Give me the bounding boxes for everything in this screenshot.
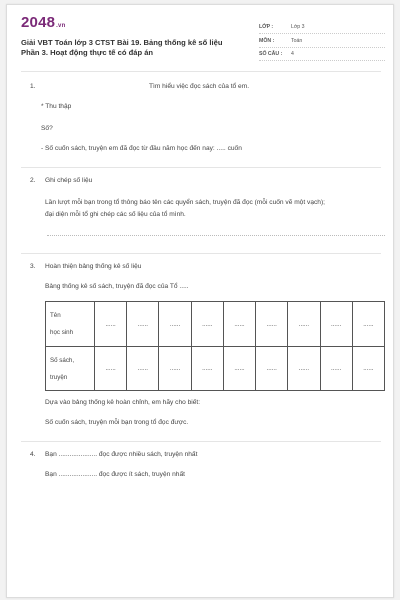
divider <box>21 71 381 72</box>
table-cell[interactable]: ...... <box>127 302 159 347</box>
question-3-text: Hoàn thiện bảng thống kê số liệu <box>45 263 142 270</box>
table-cell[interactable]: ...... <box>223 302 255 347</box>
page-title: Giải VBT Toán lớp 3 CTST Bài 19. Bảng thống kê số liệu <box>21 38 223 47</box>
table-row <box>46 347 385 391</box>
table-cell[interactable]: ...... <box>191 347 223 391</box>
table-cell[interactable]: ...... <box>352 347 384 391</box>
table-caption: Bảng thống kê số sách, truyện đã đọc của Tổ ..... <box>45 283 189 290</box>
question-3-number: 3. <box>30 263 36 270</box>
question-2-line1: Lần lượt mỗi bạn trong tổ thông báo tên các quyển sách, truyện đã đọc (mỗi cuốn vẽ một vạch); <box>45 199 325 206</box>
table-cell[interactable]: ...... <box>159 302 191 347</box>
divider <box>21 441 381 442</box>
meta-subject: MÔN : Toán <box>259 35 385 48</box>
table-cell[interactable]: ...... <box>352 302 384 347</box>
meta-question-count: SỐ CÂU : 4 <box>259 48 385 61</box>
table-cell[interactable]: ...... <box>256 302 288 347</box>
row-header-name: Tên học sinh <box>46 302 95 347</box>
table-cell[interactable]: ...... <box>288 302 320 347</box>
table-cell[interactable]: ...... <box>95 347 127 391</box>
table-cell[interactable]: ...... <box>288 347 320 391</box>
table-cell[interactable]: ...... <box>320 347 352 391</box>
question-1-text: Tìm hiểu việc đọc sách của tổ em. <box>149 83 250 90</box>
table-cell[interactable]: ...... <box>127 347 159 391</box>
site-logo[interactable]: 2048.vn <box>21 14 66 31</box>
fill-in-books-count: - Số cuốn sách, truyện em đã đọc từ đầu năm học đến nay: ..... cuốn <box>41 145 242 152</box>
question-4-number: 4. <box>30 451 36 458</box>
answer-line <box>47 235 385 236</box>
question-4-line1: Bạn ..................... đọc được nhiều sách, truyện nhất <box>45 451 198 458</box>
table-cell[interactable]: ...... <box>256 347 288 391</box>
question-1-number: 1. <box>30 83 36 90</box>
page-subtitle: Phần 3. Hoạt động thực tế có đáp án <box>21 48 154 57</box>
table-row <box>46 302 385 347</box>
question-3-subtask: Số cuốn sách, truyện mỗi bạn trong tổ đọc được. <box>45 419 189 426</box>
worksheet-page <box>6 4 394 598</box>
question-3-instruction: Dựa vào bảng thống kê hoàn chỉnh, em hãy cho biết: <box>45 399 201 406</box>
divider <box>21 253 381 254</box>
collect-label: * Thu thập <box>41 103 72 110</box>
question-2-line2: đại diện mỗi tổ ghi chép các số liệu của tổ mình. <box>45 211 186 218</box>
meta-class: LỚP : Lớp 3 <box>259 21 385 34</box>
divider <box>21 167 381 168</box>
stats-table <box>45 301 385 391</box>
table-cell[interactable]: ...... <box>320 302 352 347</box>
question-2-text: Ghi chép số liệu <box>45 177 93 184</box>
question-2-number: 2. <box>30 177 36 184</box>
question-4-line2: Bạn ..................... đọc được ít sách, truyện nhất <box>45 471 185 478</box>
table-cell[interactable]: ...... <box>191 302 223 347</box>
table-cell[interactable]: ...... <box>159 347 191 391</box>
question-prompt: Số? <box>41 125 53 132</box>
table-cell[interactable]: ...... <box>223 347 255 391</box>
row-header-count: Số sách, truyện <box>46 347 95 391</box>
table-cell[interactable]: ...... <box>95 302 127 347</box>
